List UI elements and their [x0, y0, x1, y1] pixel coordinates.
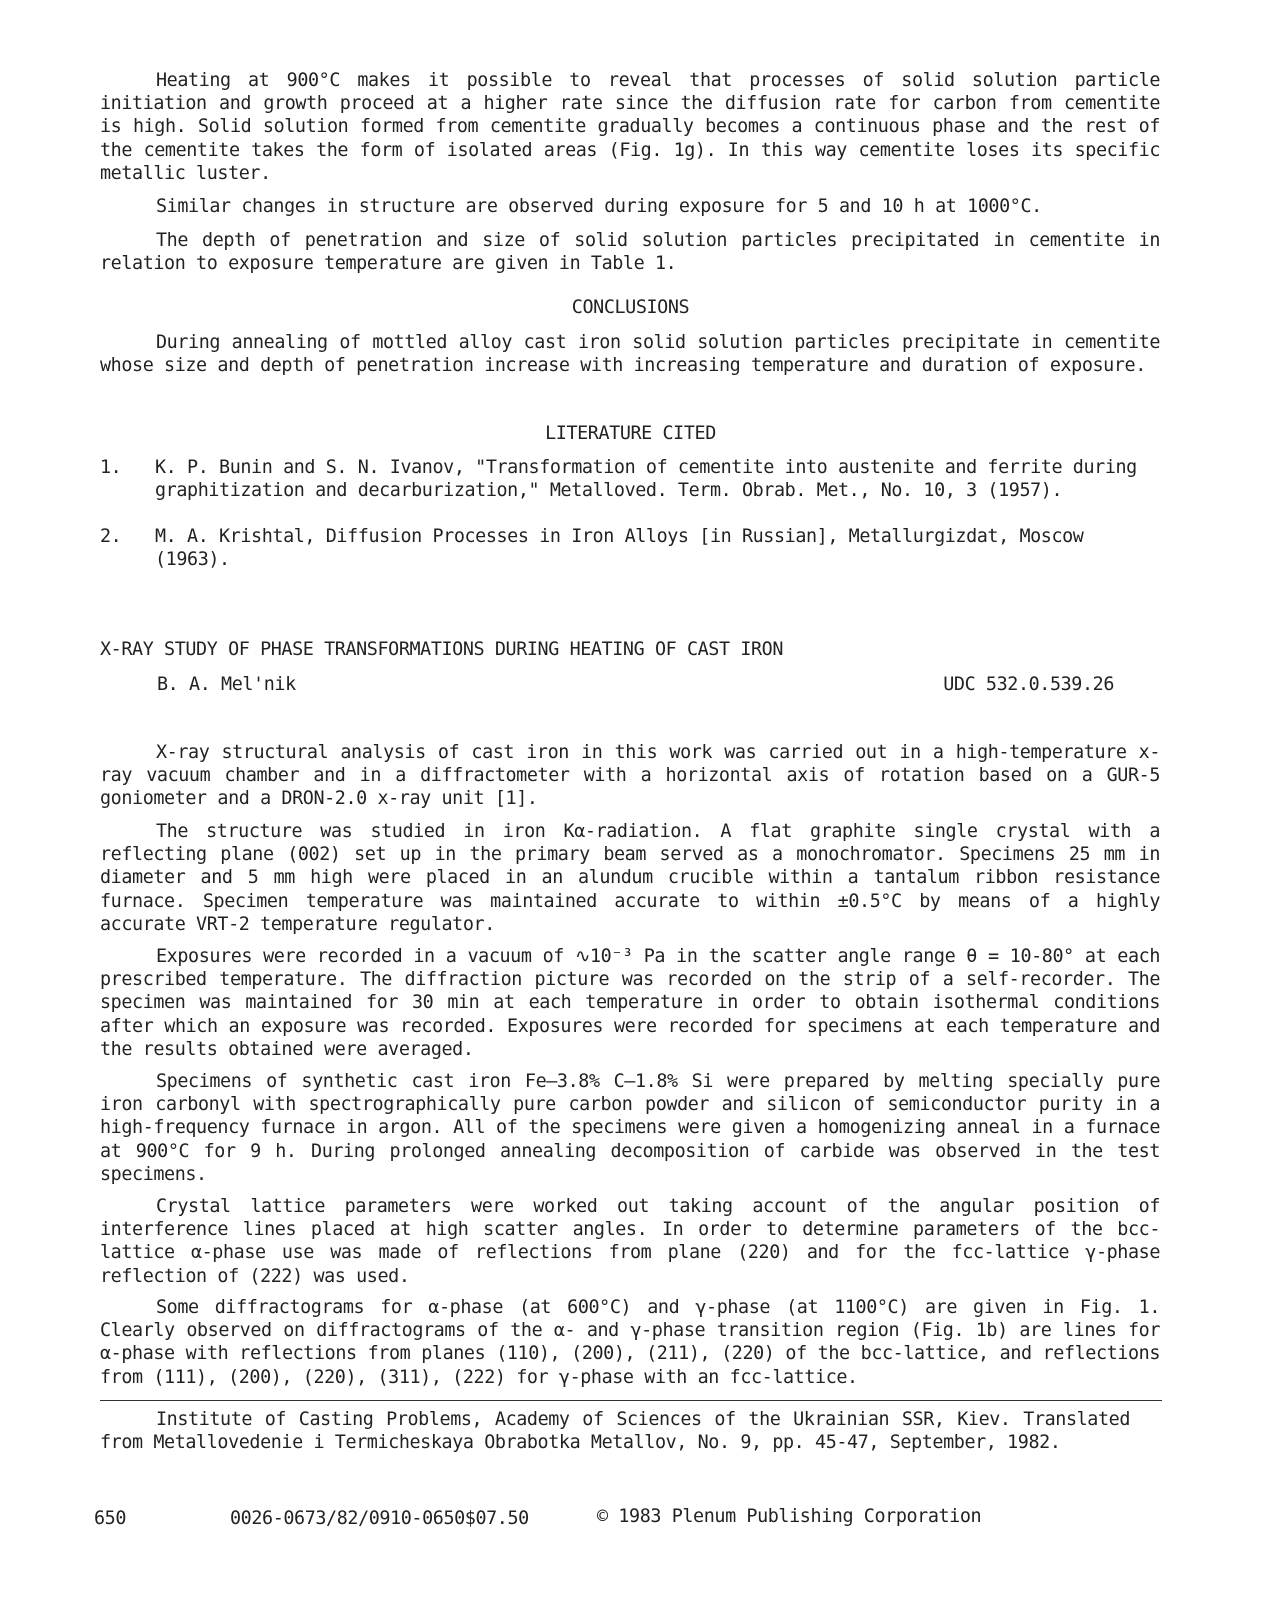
article-title: X-RAY STUDY OF PHASE TRANSFORMATIONS DURING HEATING OF CAST IRON	[100, 639, 784, 660]
reference-number: 2.	[100, 526, 122, 547]
article-paragraph: Specimens of synthetic cast iron Fe—3.8% C—1.8% Si were prepared by melting specially pure iron carbonyl with spectrographically pure carbon powder and silicon of semiconductor purity in a high-frequency furnace in argon. All of the specimens were given a homogenizing anneal in a furnace at 900°C for 9 h. During prolonged annealing decomposition of carbide was observed in the test specimens.	[100, 1071, 1160, 1185]
conclusions-heading: CONCLUSIONS	[571, 297, 690, 318]
conclusions-text: During annealing of mottled alloy cast iron solid solution particles precipitate in cementite whose size and depth of penetration increase with increasing temperature and duration of exposure.	[100, 332, 1160, 377]
page-number: 650	[94, 1508, 127, 1529]
reference-text: K. P. Bunin and S. N. Ivanov, "Transformation of cementite into austenite and ferrite during graphitization and decarburization," Metalloved. Term. Obrab. Met., No. 10, 3 (1957).	[155, 457, 1137, 502]
paragraph-similar-changes: Similar changes in structure are observed during exposure for 5 and 10 h at 1000°C.	[156, 196, 1042, 217]
udc-code: UDC 532.0.539.26	[943, 674, 1114, 695]
footnote-divider	[100, 1400, 1162, 1401]
article-paragraph: Crystal lattice parameters were worked out taking account of the angular position of interference lines placed at high scatter angles. In order to determine parameters of the bcc-lattice α-phase use was made of reflections from plane (220) and for the fcc-lattice γ-phase reflection of (222) was used.	[100, 1196, 1160, 1287]
reference-number: 1.	[100, 457, 122, 478]
article-author: B. A. Mel'nik	[157, 674, 296, 695]
article-paragraph: Some diffractograms for α-phase (at 600°C) and γ-phase (at 1100°C) are given in Fig. 1. Clearly observed on diffractograms of the α- and γ-phase transition region (Fig. 1b) are lines for α-phase with reflections from planes (110), (200), (211), (220) of the bcc-lattice, and reflections from (111), (200), (220), (311), (222) for γ-phase with an fcc-lattice.	[100, 1297, 1160, 1388]
article-paragraph: X-ray structural analysis of cast iron in this work was carried out in a high-temperature x-ray vacuum chamber and in a diffractometer with a horizontal axis of rotation based on a GUR-5 goniometer and a DRON-2.0 x-ray unit [1].	[100, 742, 1160, 810]
paragraph-heating: Heating at 900°C makes it possible to reveal that processes of solid solution particle initiation and growth proceed at a higher rate since the diffusion rate for carbon from cementite is high. Solid solution formed from cementite gradually becomes a continuous phase and the rest of the cementite takes the form of isolated areas (Fig. 1g). In this way cementite loses its specific metallic luster.	[100, 70, 1160, 184]
footnote-affiliation: Institute of Casting Problems, Academy of Sciences of the Ukrainian SSR, Kiev. Translated from Metallovedenie i Termicheskaya Obrabotka Metallov, No. 9, pp. 45-47, September, 1982.	[100, 1409, 1130, 1454]
article-paragraph: Exposures were recorded in a vacuum of ∿10⁻³ Pa in the scatter angle range θ = 10-80° at each prescribed temperature. The diffraction picture was recorded on the strip of a self-recorder. The specimen was maintained for 30 min at each temperature in order to obtain isothermal conditions after which an exposure was recorded. Exposures were recorded for specimens at each temperature and the results obtained were averaged.	[100, 946, 1160, 1060]
paragraph-depth: The depth of penetration and size of solid solution particles precipitated in cementite in relation to exposure temperature are given in Table 1.	[100, 230, 1160, 275]
article-paragraph: The structure was studied in iron Kα-radiation. A flat graphite single crystal with a reflecting plane (002) set up in the primary beam served as a monochromator. Specimens 25 mm in diameter and 5 mm high were placed in an alundum crucible within a tantalum ribbon resistance furnace. Specimen temperature was maintained accurate to within ±0.5°C by means of a highly accurate VRT-2 temperature regulator.	[100, 821, 1160, 935]
copyright-notice: © 1983 Plenum Publishing Corporation	[597, 1506, 982, 1527]
article-code: 0026-0673/82/0910-0650$07.50	[230, 1508, 529, 1529]
reference-text: M. A. Krishtal, Diffusion Processes in Iron Alloys [in Russian], Metallurgizdat, Moscow (1963).	[155, 526, 1084, 571]
literature-heading: LITERATURE CITED	[545, 423, 716, 444]
